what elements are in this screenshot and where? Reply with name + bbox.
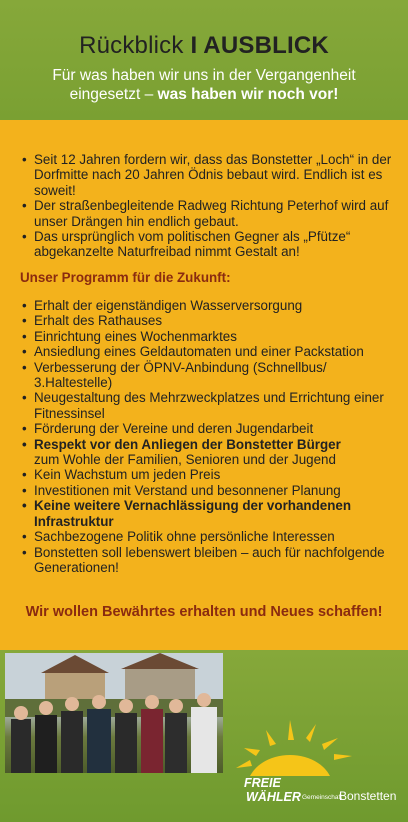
subtitle-line2-bold: was haben wir noch vor! bbox=[157, 86, 339, 103]
program-item-bold: • Keine weitere Vernachlässigung der vorhandenen Infrastruktur bbox=[20, 498, 396, 529]
program-item: • Erhalt des Rathauses bbox=[20, 313, 396, 328]
program-item-continuation: zum Wohle der Familien, Senioren und der Jugend bbox=[34, 452, 336, 468]
program-item: • Förderung der Vereine und deren Jugendarbeit bbox=[20, 421, 396, 436]
program-item: • Einrichtung eines Wochenmarktes bbox=[20, 329, 396, 344]
title-light: Rückblick bbox=[79, 32, 184, 59]
program-item: • Bonstetten soll lebenswert bleiben – auch für nachfolgende Generationen! bbox=[20, 545, 396, 576]
group-photo-figures bbox=[5, 653, 223, 773]
program-item-bold bbox=[20, 437, 396, 468]
program-item: • Investitionen mit Verstand und besonnener Planung bbox=[20, 483, 396, 498]
program-item-bold-text: Respekt vor den Anliegen der Bonstetter Bürger bbox=[34, 436, 341, 452]
program-item: • Erhalt der eigenständigen Wasserversorgung bbox=[20, 298, 396, 313]
brand-freie: FREIE bbox=[244, 776, 281, 790]
intro-item: • Das ursprünglich vom politischen Gegner als „Pfütze“ abgekanzelte Naturfreibad nimmt Gestalt an! bbox=[20, 229, 396, 260]
program-item: • Sachbezogene Politik ohne persönliche Interessen bbox=[20, 529, 396, 544]
closing-statement: Wir wollen Bewährtes erhalten und Neues schaffen! bbox=[25, 604, 383, 620]
brand-waehler: WÄHLER bbox=[246, 790, 301, 804]
program-item: • Verbesserung der ÖPNV-Anbindung (Schnellbus/ 3.Haltestelle) bbox=[20, 360, 396, 391]
program-item: • Ansiedlung eines Geldautomaten und einer Packstation bbox=[20, 344, 396, 359]
footer-banner bbox=[0, 650, 408, 822]
program-item: • Kein Wachstum um jeden Preis bbox=[20, 467, 396, 482]
header-banner bbox=[0, 0, 408, 120]
page-title bbox=[0, 32, 408, 60]
page-subtitle bbox=[0, 66, 408, 104]
brand-location: Bonstetten bbox=[339, 789, 397, 803]
title-bold: I AUSBLICK bbox=[190, 32, 329, 59]
group-photo bbox=[5, 653, 223, 773]
intro-item: • Der straßenbegleitende Radweg Richtung Peterhof wird auf unser Drängen hin endlich gebaut. bbox=[20, 198, 396, 229]
brand-gemeinschaft: Gemeinschaft bbox=[302, 794, 343, 801]
program-item: • Neugestaltung des Mehrzweckplatzes und Errichtung einer Fitnessinsel bbox=[20, 390, 396, 421]
intro-list bbox=[20, 152, 396, 260]
content-area bbox=[0, 120, 408, 650]
program-heading: Unser Programm für die Zukunft: bbox=[20, 270, 231, 285]
sun-logo-icon bbox=[230, 710, 400, 780]
intro-item: • Seit 12 Jahren fordern wir, dass das Bonstetter „Loch“ in der Dorfmitte nach 20 Jahren Ödnis bebaut wird. Endlich ist es soweit! bbox=[20, 152, 396, 198]
subtitle-line1: Für was haben wir uns in der Vergangenheit bbox=[52, 67, 356, 84]
program-list bbox=[20, 298, 396, 575]
subtitle-line2-normal: eingesetzt – bbox=[69, 86, 154, 103]
